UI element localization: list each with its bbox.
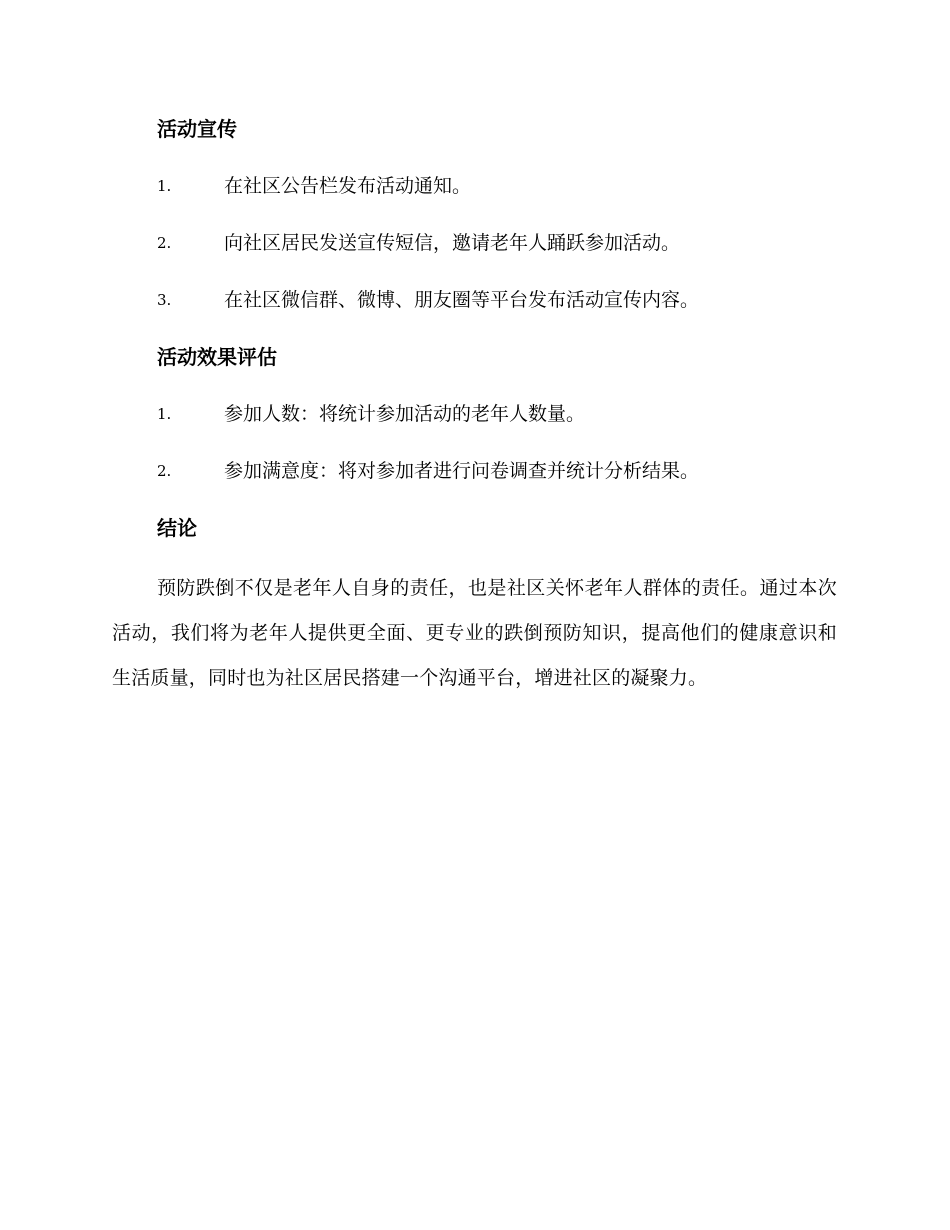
list-text: 参加满意度：将对参加者进行问卷调查并统计分析结果。 (224, 460, 700, 482)
list-number: 2. (157, 234, 172, 252)
conclusion-paragraph: 预防跌倒不仅是老年人自身的责任，也是社区关怀老年人群体的责任。通过本次活动，我们将为老年人提供更全面、更专业的跌倒预防知识，提高他们的健康意识和生活质量，同时也为社区居民搭建一个沟通平台，增进社区的凝聚力。 (112, 577, 837, 689)
list-item (112, 148, 837, 205)
evaluation-list (112, 376, 837, 490)
list-item (112, 262, 837, 319)
list-text: 在社区公告栏发布活动通知。 (224, 175, 472, 197)
list-text: 在社区微信群、微博、朋友圈等平台发布活动宣传内容。 (224, 289, 700, 311)
list-item (112, 433, 837, 490)
document-content (112, 110, 837, 701)
list-item (112, 205, 837, 262)
list-number: 1. (157, 405, 172, 423)
section-heading-conclusion: 结论 (157, 516, 197, 540)
list-item (112, 376, 837, 433)
list-text: 向社区居民发送宣传短信，邀请老年人踊跃参加活动。 (224, 232, 681, 254)
list-number: 3. (157, 291, 172, 309)
section-heading-evaluation: 活动效果评估 (157, 345, 277, 369)
section-heading-promotion: 活动宣传 (157, 117, 237, 141)
list-number: 2. (157, 462, 172, 480)
list-text: 参加人数：将统计参加活动的老年人数量。 (224, 403, 586, 425)
promotion-list (112, 148, 837, 319)
list-number: 1. (157, 177, 172, 195)
